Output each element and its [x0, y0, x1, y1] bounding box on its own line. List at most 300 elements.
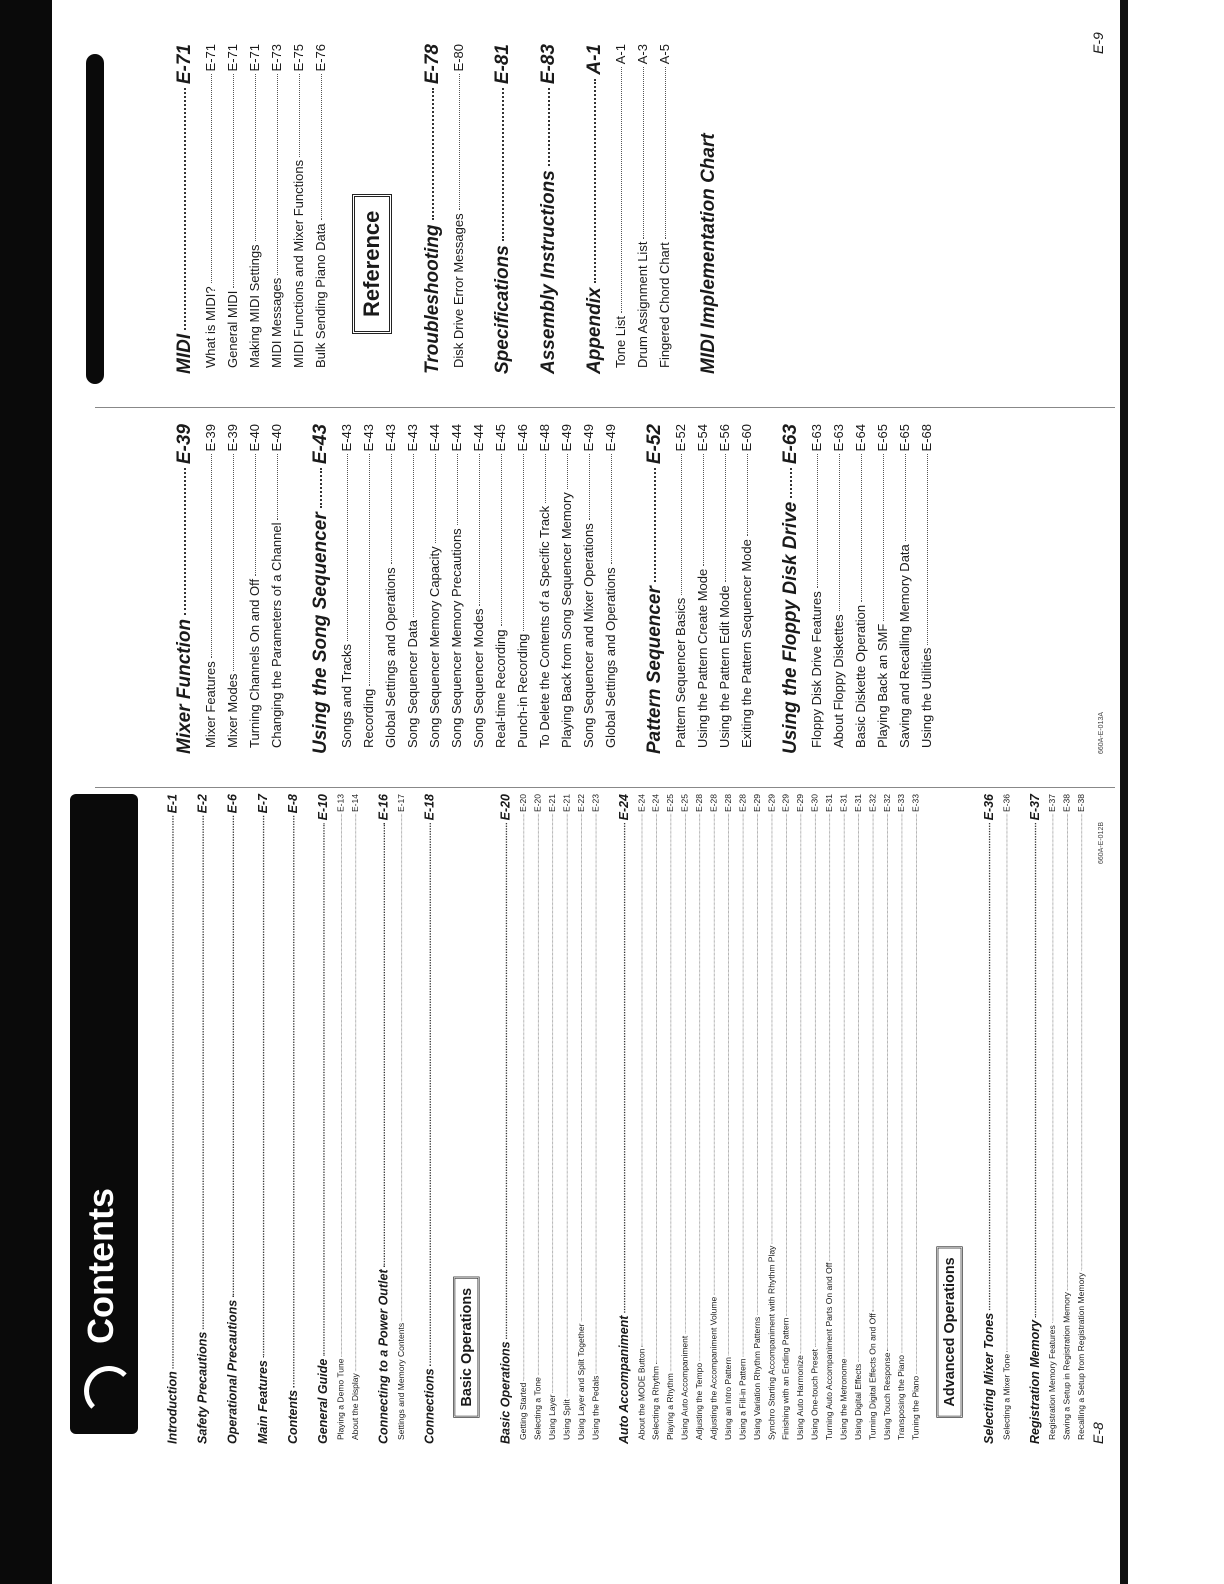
- dot-leader: [263, 816, 264, 1357]
- toc-heading: [499, 794, 513, 1444]
- toc-label: Turning Channels On and Off: [247, 578, 262, 748]
- toc-entry: [737, 794, 749, 1444]
- toc-entry: [1001, 794, 1013, 1444]
- toc-column-c: [150, 44, 726, 374]
- toc-entry: [665, 794, 677, 1444]
- toc-page-ref: E-56: [717, 424, 732, 452]
- toc-page-ref: E-31: [838, 794, 849, 813]
- toc-label: Song Sequencer Data: [405, 620, 420, 748]
- toc-label: Using Auto Harmonize: [795, 1355, 806, 1441]
- dot-leader: [457, 454, 458, 525]
- toc-entry: [612, 44, 630, 374]
- dot-leader: [703, 454, 704, 565]
- toc-label: Using a Fill-in Pattern: [737, 1358, 748, 1441]
- toc-page-ref: E-65: [897, 424, 912, 452]
- toc-label: Using the Pedals: [590, 1375, 601, 1441]
- toc-label: Transposing the Piano: [896, 1354, 907, 1441]
- toc-entry: [838, 794, 850, 1444]
- dot-leader: [413, 454, 414, 617]
- toc-entry: [536, 424, 554, 754]
- toc-heading: [256, 794, 270, 1444]
- toc-entry: [1061, 794, 1073, 1444]
- toc-label: Appendix: [584, 287, 605, 374]
- dot-leader: [341, 814, 342, 1356]
- toc-label: Connecting to a Power Outlet: [377, 1269, 391, 1444]
- dot-leader: [430, 823, 431, 1366]
- toc-heading: [422, 44, 444, 374]
- dot-leader: [432, 88, 434, 220]
- dot-leader: [801, 814, 802, 1353]
- dot-leader: [277, 454, 278, 519]
- dot-leader: [887, 814, 888, 1350]
- toc-heading: [226, 794, 240, 1444]
- toc-page-ref: E-43: [383, 424, 398, 452]
- dot-leader: [728, 814, 729, 1355]
- toc-entry: [1076, 794, 1088, 1444]
- toc-label: Using the Song Sequencer: [310, 512, 331, 754]
- toc-label: Saving and Recalling Memory Data: [897, 544, 912, 748]
- toc-page-ref: E-63: [780, 424, 801, 465]
- toc-label: Selecting a Tone: [532, 1377, 543, 1441]
- toc-entry: [268, 424, 286, 754]
- dot-leader: [506, 823, 507, 1339]
- toc-label: Settings and Memory Contents: [396, 1322, 407, 1441]
- toc-label: Basic Operations: [499, 1341, 514, 1444]
- toc-label: Selecting a Mixer Tone: [1001, 1353, 1012, 1441]
- toc-entry: [830, 424, 848, 754]
- dot-leader: [989, 823, 990, 1310]
- toc-label: Using Variation Rhythm Patterns: [751, 1316, 762, 1441]
- toc-page-ref: E-48: [537, 424, 552, 452]
- toc-entry: [679, 794, 691, 1444]
- toc-entry: [268, 44, 286, 374]
- toc-page-ref: E-17: [396, 794, 407, 813]
- toc-label: Using the Utilities: [919, 647, 934, 748]
- toc-entry: [809, 794, 821, 1444]
- toc-entry: [492, 424, 510, 754]
- toc-entry: [382, 424, 400, 754]
- toc-page-ref: E-13: [335, 794, 346, 813]
- dot-leader: [725, 454, 726, 582]
- toc-label: Registration Memory Features: [1047, 1325, 1058, 1441]
- toc-page-ref: E-18: [423, 794, 437, 821]
- toc-label: Contents: [286, 1389, 301, 1444]
- toc-column-b: [150, 424, 940, 754]
- dot-leader: [873, 814, 874, 1311]
- dot-leader: [184, 88, 186, 330]
- toc-label: Global Settings and Operations: [383, 567, 398, 748]
- dot-leader: [299, 74, 300, 156]
- toc-label: Playing a Rhythm: [665, 1373, 676, 1441]
- dot-leader: [621, 67, 622, 313]
- toc-page-ref: E-75: [291, 44, 306, 72]
- dot-leader: [538, 814, 539, 1375]
- toc-label: Introduction: [165, 1371, 180, 1444]
- toc-page-ref: E-39: [203, 424, 218, 452]
- toc-page-ref: E-76: [313, 44, 328, 72]
- toc-page-ref: E-8: [286, 794, 301, 814]
- toc-entry: [575, 794, 587, 1444]
- dot-leader: [829, 814, 830, 1261]
- toc-label: Exiting the Pattern Sequencer Mode: [739, 539, 754, 748]
- dot-leader: [861, 454, 862, 601]
- dot-leader: [545, 454, 546, 502]
- toc-page-ref: E-28: [723, 794, 733, 813]
- toc-label: Using Split: [561, 1399, 572, 1441]
- section-box-label: Basic Operations: [453, 1277, 479, 1418]
- toc-page-ref: E-52: [644, 424, 665, 465]
- toc-page-ref: E-14: [350, 794, 361, 813]
- toc-page-ref: E-31: [853, 794, 863, 813]
- toc-label: About Floppy Diskettes: [831, 614, 846, 748]
- toc-heading: [492, 44, 514, 374]
- toc-label: Mixer Function: [174, 618, 195, 754]
- dot-leader: [643, 67, 644, 238]
- toc-entry: [672, 424, 690, 754]
- toc-entry: [561, 794, 573, 1444]
- toc-label: Specifications: [492, 245, 513, 374]
- dot-leader: [817, 454, 818, 588]
- page-number-right: E-9: [1090, 32, 1106, 54]
- toc-label: Song Sequencer Memory Capacity: [427, 546, 442, 748]
- toc-label: Registration Memory: [1028, 1319, 1043, 1444]
- dot-leader: [681, 454, 682, 594]
- toc-page-ref: E-25: [665, 794, 676, 813]
- toc-entry: [360, 424, 378, 754]
- toc-page-ref: E-65: [875, 424, 890, 452]
- dot-leader: [355, 814, 356, 1371]
- toc-page-ref: E-43: [310, 424, 331, 465]
- toc-heading: [377, 794, 391, 1444]
- toc-entry: [224, 424, 242, 754]
- toc-page-ref: E-36: [982, 794, 997, 821]
- toc-entry: [246, 44, 264, 374]
- toc-entry: [350, 794, 362, 1444]
- toc-entry: [852, 794, 864, 1444]
- toc-heading: [698, 44, 720, 374]
- toc-entry: [202, 424, 220, 754]
- toc-label: Operational Precautions: [226, 1299, 240, 1444]
- toc-entry: [338, 424, 356, 754]
- dot-leader: [321, 74, 322, 220]
- toc-entry: [602, 424, 620, 754]
- column-divider: [95, 787, 1115, 788]
- toc-label: Floppy Disk Drive Features: [809, 591, 824, 748]
- dot-leader: [172, 816, 173, 1369]
- toc-page-ref: A-1: [613, 44, 628, 65]
- toc-page-ref: E-37: [1028, 794, 1043, 821]
- toc-label: Saving a Setup in Registration Memory: [1061, 1292, 1072, 1441]
- toc-entry: [722, 794, 734, 1444]
- toc-entry: [202, 44, 220, 374]
- dot-leader: [883, 454, 884, 620]
- toc-page-ref: E-23: [590, 794, 601, 813]
- toc-page-ref: E-43: [361, 424, 376, 452]
- dot-leader: [233, 816, 234, 1297]
- toc-page-ref: E-28: [694, 794, 705, 813]
- toc-page-ref: E-32: [881, 794, 892, 813]
- toc-entry: [450, 44, 468, 374]
- page-number-left: E-8: [1090, 1422, 1106, 1444]
- toc-entry: [335, 794, 347, 1444]
- dot-leader: [255, 74, 256, 241]
- toc-label: Playing a Demo Tune: [335, 1358, 346, 1441]
- contents-title-block: [70, 794, 138, 1434]
- dot-leader: [233, 454, 234, 670]
- toc-label: Selecting Mixer Tones: [982, 1312, 997, 1444]
- dot-leader: [567, 814, 568, 1397]
- dot-leader: [654, 468, 656, 582]
- toc-page-ref: E-24: [636, 794, 647, 813]
- dot-leader: [611, 454, 612, 564]
- dot-leader: [391, 454, 392, 564]
- dot-leader: [479, 454, 480, 605]
- toc-label: Main Features: [256, 1360, 271, 1444]
- toc-page-ref: E-1: [165, 794, 180, 814]
- toc-label: Mixer Modes: [225, 673, 240, 748]
- toc-page-ref: E-71: [247, 44, 262, 72]
- toc-entry: [896, 424, 914, 754]
- dot-leader: [772, 814, 773, 1244]
- dot-leader: [902, 814, 903, 1353]
- dot-leader: [459, 74, 460, 210]
- toc-label: Selecting a Rhythm: [650, 1366, 661, 1441]
- toc-heading: [982, 794, 996, 1444]
- toc-entry: [881, 794, 893, 1444]
- toc-label: Using Touch Response: [881, 1352, 892, 1441]
- toc-page-ref: A-1: [584, 44, 605, 75]
- toc-page-ref: E-83: [538, 44, 559, 85]
- toc-entry: [636, 794, 648, 1444]
- toc-heading: [310, 424, 332, 754]
- toc-label: Using Layer and Split Together: [576, 1323, 586, 1441]
- toc-page-ref: E-81: [492, 44, 513, 85]
- toc-label: Using the Metronome: [838, 1358, 849, 1441]
- toc-label: Using One-touch Preset: [809, 1348, 820, 1441]
- toc-label: MIDI Messages: [269, 277, 284, 368]
- toc-label: Using the Pattern Edit Mode: [717, 585, 732, 748]
- toc-label: Songs and Tracks: [339, 643, 354, 748]
- toc-page-ref: E-38: [1061, 794, 1072, 813]
- toc-entry: [656, 44, 674, 374]
- toc-entry: [448, 424, 466, 754]
- toc-page-ref: E-29: [751, 794, 762, 813]
- toc-page-ref: E-63: [831, 424, 846, 452]
- toc-entry: [708, 794, 720, 1444]
- toc-entry: [823, 794, 835, 1444]
- toc-label: MIDI Implementation Chart: [698, 133, 719, 374]
- toc-entry: [404, 424, 422, 754]
- speaker-arc-icon: [84, 1366, 134, 1416]
- toc-page-ref: E-28: [737, 794, 748, 813]
- dot-leader: [1007, 814, 1008, 1352]
- toc-page-ref: E-52: [673, 424, 688, 452]
- dot-leader: [685, 814, 686, 1334]
- toc-entry: [896, 794, 908, 1444]
- toc-label: Mixer Features: [203, 661, 218, 748]
- toc-entry: [852, 424, 870, 754]
- toc-label: Finishing with an Ending Pattern: [780, 1317, 791, 1441]
- toc-label: Song Sequencer Modes: [471, 608, 486, 748]
- toc-label: MIDI: [174, 333, 195, 374]
- toc-label: Using the Floppy Disk Drive: [780, 501, 801, 754]
- toc-label: Troubleshooting: [422, 224, 443, 374]
- toc-entry: [546, 794, 558, 1444]
- toc-entry: [514, 424, 532, 754]
- section-box-label: Advanced Operations: [936, 1246, 962, 1418]
- toc-heading: [196, 794, 210, 1444]
- toc-entry: [780, 794, 792, 1444]
- toc-page-ref: E-80: [451, 44, 466, 72]
- dot-leader: [699, 814, 700, 1361]
- dot-leader: [839, 454, 840, 611]
- toc-page-ref: E-44: [427, 424, 442, 452]
- dot-leader: [501, 454, 502, 626]
- toc-page-ref: E-78: [422, 44, 443, 85]
- toc-label: Playing Back an SMF: [875, 623, 890, 748]
- toc-label: Drum Assignment List: [635, 241, 650, 368]
- toc-label: Turning Digital Effects On and Off: [867, 1313, 878, 1441]
- dot-leader: [656, 814, 657, 1364]
- toc-entry: [290, 44, 308, 374]
- toc-page-ref: E-24: [650, 794, 661, 813]
- toc-entry: [808, 424, 826, 754]
- dot-leader: [714, 814, 715, 1295]
- toc-page-ref: E-16: [377, 794, 391, 821]
- toc-entry: [694, 794, 706, 1444]
- toc-label: General MIDI: [225, 290, 240, 368]
- toc-page-ref: E-49: [559, 424, 574, 452]
- dot-leader: [203, 816, 204, 1329]
- toc-label: Punch-in Recording: [515, 633, 530, 748]
- toc-page-ref: E-40: [247, 424, 262, 452]
- dot-leader: [665, 67, 666, 239]
- toc-page-ref: E-39: [174, 424, 195, 465]
- toc-label: Song Sequencer Memory Precautions: [449, 528, 464, 748]
- toc-entry: [694, 424, 712, 754]
- toc-label: Recording: [361, 688, 376, 748]
- toc-label: Disk Drive Error Messages: [451, 213, 466, 368]
- toc-label: About the Display: [350, 1373, 361, 1441]
- toc-page-ref: E-7: [256, 794, 271, 814]
- toc-entry: [558, 424, 576, 754]
- print-code-left: 660A-E-012B: [1098, 821, 1105, 864]
- toc-page-ref: E-71: [174, 44, 195, 85]
- toc-entry: [874, 424, 892, 754]
- toc-page-ref: E-45: [493, 424, 508, 452]
- toc-label: Connections: [423, 1368, 437, 1444]
- dot-leader: [844, 814, 845, 1357]
- toc-heading: [287, 794, 301, 1444]
- print-code-right: 660A-E-013A: [1098, 711, 1105, 754]
- dot-leader: [858, 814, 859, 1362]
- toc-label: Global Settings and Operations: [603, 567, 618, 748]
- toc-label: Real-time Recording: [493, 629, 508, 748]
- dot-leader: [596, 814, 597, 1374]
- dot-leader: [671, 814, 672, 1371]
- page-title: Contents: [80, 1188, 121, 1344]
- dot-leader: [211, 74, 212, 283]
- toc-entry: [867, 794, 879, 1444]
- toc-entry: [470, 424, 488, 754]
- dot-leader: [277, 74, 278, 274]
- toc-label: Tone List: [613, 315, 628, 368]
- toc-entry: [580, 424, 598, 754]
- toc-entry: [246, 424, 264, 754]
- toc-page-ref: E-39: [225, 424, 240, 452]
- dot-leader: [594, 79, 596, 284]
- dot-leader: [435, 454, 436, 543]
- toc-page-ref: E-28: [708, 794, 719, 813]
- toc-entry: [634, 44, 652, 374]
- dot-leader: [790, 468, 792, 498]
- toc-column-a: [150, 794, 1090, 1444]
- toc-label: Using Layer: [547, 1394, 557, 1441]
- dot-leader: [624, 823, 625, 1313]
- toc-page-ref: E-21: [547, 794, 557, 813]
- dot-leader: [320, 468, 322, 508]
- toc-page-ref: E-43: [405, 424, 420, 452]
- toc-page-ref: E-33: [910, 794, 921, 813]
- dot-leader: [589, 454, 590, 520]
- toc-heading: [174, 424, 196, 754]
- toc-heading: [617, 794, 631, 1444]
- toc-page-ref: E-68: [919, 424, 934, 452]
- dot-leader: [384, 823, 385, 1267]
- dot-leader: [1053, 814, 1054, 1323]
- toc-page-ref: E-60: [739, 424, 754, 452]
- toc-page-ref: E-6: [226, 794, 240, 814]
- toc-page-ref: E-30: [809, 794, 820, 813]
- toc-entry: [918, 424, 936, 754]
- toc-page-ref: E-46: [515, 424, 530, 452]
- toc-label: Using Digital Effects: [853, 1363, 863, 1441]
- toc-page-ref: E-40: [269, 424, 284, 452]
- toc-heading: [780, 424, 802, 754]
- toc-page-ref: E-20: [499, 794, 514, 821]
- toc-entry: [426, 424, 444, 754]
- toc-page-ref: E-22: [576, 794, 586, 813]
- dot-leader: [642, 814, 643, 1347]
- dot-leader: [1067, 814, 1068, 1290]
- toc-page-ref: E-38: [1076, 794, 1087, 813]
- toc-page-ref: E-24: [617, 794, 632, 821]
- toc-page-ref: E-20: [518, 794, 529, 813]
- toc-label: Using an Intro Pattern: [723, 1357, 733, 1441]
- toc-page-ref: E-21: [561, 794, 572, 813]
- toc-entry: [518, 794, 530, 1444]
- toc-label: Tuning the Piano: [910, 1375, 921, 1441]
- toc-page-ref: E-33: [896, 794, 907, 813]
- toc-page-ref: E-71: [225, 44, 240, 72]
- toc-entry: [224, 44, 242, 374]
- toc-label: Assembly Instructions: [538, 170, 559, 374]
- toc-heading: [538, 44, 560, 374]
- bottom-black-bar: [1120, 0, 1128, 1584]
- toc-label: Pattern Sequencer Basics: [673, 597, 688, 748]
- dot-leader: [786, 814, 787, 1316]
- section-box-label: Reference: [352, 194, 392, 334]
- toc-heading: [423, 794, 437, 1444]
- toc-label: Playing Back from Song Sequencer Memory: [559, 492, 574, 748]
- toc-label: To Delete the Contents of a Specific Track: [537, 505, 552, 748]
- dot-leader: [747, 454, 748, 536]
- toc-label: Basic Diskette Operation: [853, 604, 868, 748]
- toc-label: Fingered Chord Chart: [657, 242, 672, 368]
- toc-heading: [644, 424, 666, 754]
- dot-leader: [523, 454, 524, 630]
- toc-label: Recalling a Setup from Registration Memory: [1076, 1272, 1087, 1441]
